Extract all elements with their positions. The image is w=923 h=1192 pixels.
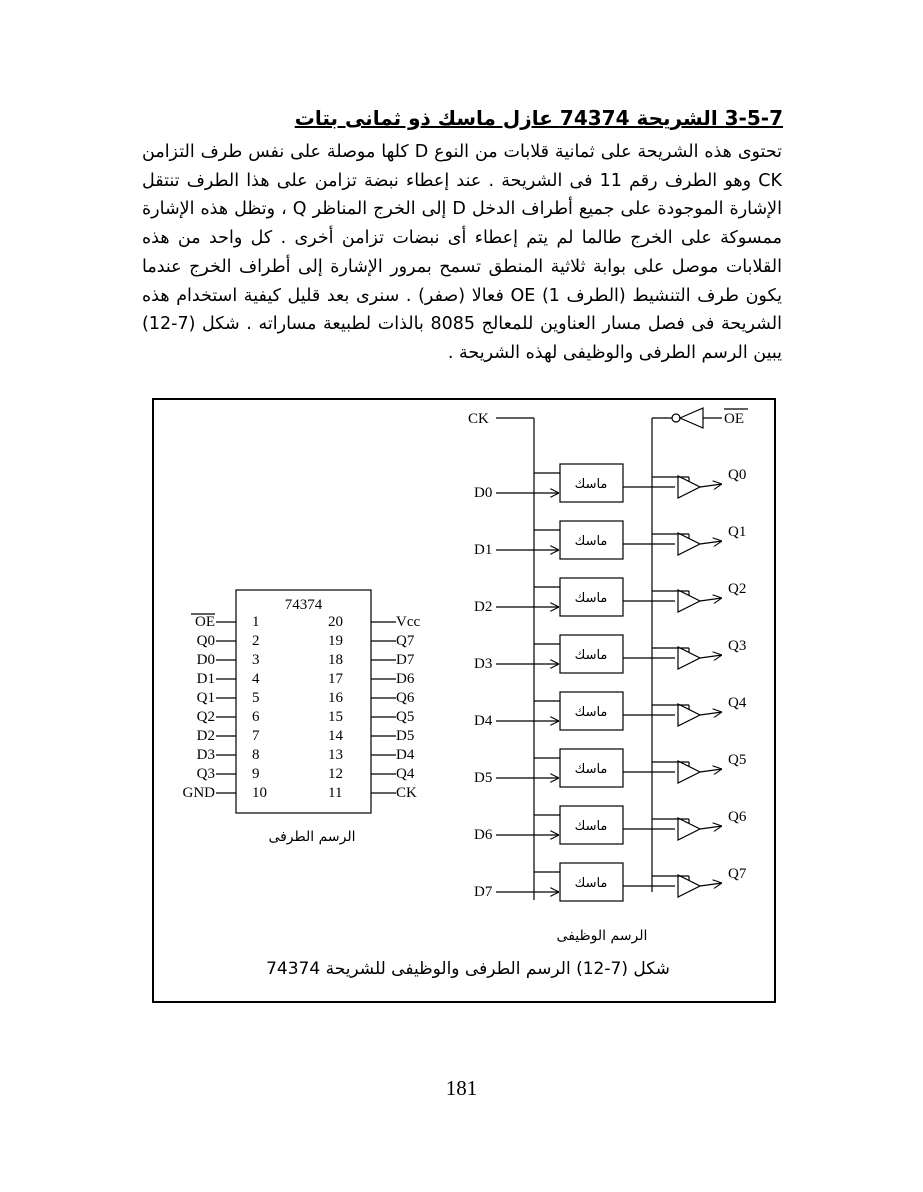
- output-arrow: [700, 769, 722, 772]
- output-arrow: [700, 712, 722, 715]
- output-arrow: [700, 883, 722, 886]
- output-label: Q0: [728, 467, 747, 483]
- functional-caption: الرسم الوظيفى: [556, 928, 648, 944]
- pin-number: 7: [252, 728, 260, 744]
- pin-label: CK: [396, 785, 417, 801]
- pin-label: D0: [196, 652, 215, 668]
- pin-number: 5: [252, 690, 260, 706]
- chip-name: 74374: [284, 597, 323, 613]
- pin-number: 16: [328, 690, 343, 706]
- section-heading: 3-5-7 الشريحة 74374 عازل ماسك ذو ثمانى بتات: [294, 106, 783, 130]
- oe-inverter: [680, 408, 703, 428]
- pin-label: D5: [396, 728, 415, 744]
- pin-label: Q7: [396, 633, 415, 649]
- latch-label: ماسك: [574, 876, 608, 891]
- pin-number: 20: [328, 614, 343, 630]
- pin-label: D7: [396, 652, 415, 668]
- data-input-label: D7: [474, 884, 493, 900]
- output-arrow: [700, 541, 722, 544]
- pin-label: Q5: [396, 709, 415, 725]
- pin-number: 17: [328, 671, 343, 687]
- data-input-label: D2: [474, 599, 493, 615]
- pinout-caption: الرسم الطرفى: [268, 829, 356, 845]
- pin-label: Q6: [396, 690, 415, 706]
- pin-number: 12: [328, 766, 343, 782]
- pin-number: 19: [328, 633, 343, 649]
- pin-number: 15: [328, 709, 343, 725]
- ck-label: CK: [468, 411, 489, 427]
- output-label: Q1: [728, 524, 747, 540]
- pin-number: 3: [252, 652, 260, 668]
- output-label: Q2: [728, 581, 747, 597]
- pin-number: 9: [252, 766, 260, 782]
- pinout-diagram: [183, 590, 421, 845]
- pin-label: D6: [396, 671, 415, 687]
- latch-label: ماسك: [574, 648, 608, 663]
- pin-label: D4: [396, 747, 415, 763]
- pin-number: 10: [252, 785, 267, 801]
- pin-number: 14: [328, 728, 343, 744]
- data-input-label: D5: [474, 770, 493, 786]
- latch-label: ماسك: [574, 591, 608, 606]
- output-label: Q6: [728, 809, 747, 825]
- output-arrow: [700, 826, 722, 829]
- functional-diagram: [468, 408, 748, 944]
- pin-number: 18: [328, 652, 343, 668]
- latch-label: ماسك: [574, 762, 608, 777]
- figure-caption: شكل (7-12) الرسم الطرفى والوظيفى للشريحة 74374: [266, 959, 670, 979]
- pin-label: Q3: [196, 766, 215, 782]
- pin-label: D2: [196, 728, 215, 744]
- latch-label: ماسك: [574, 819, 608, 834]
- pin-label: GND: [182, 785, 215, 801]
- latch-label: ماسك: [574, 477, 608, 492]
- body-paragraph: تحتوى هذه الشريحة على ثمانية قلابات من النوع D كلها موصلة على نفس طرف التزامن CK وهو الطرف رقم 11 فى الشريحة . عند إعطاء نبضة تزامن على هذا الطرف تنتقل الإشارة الموجودة على جميع أطراف الدخل D إلى الخرج المناظر Q ، وتظل هذه الإشارة ممسوكة على الخرج طالما لم يتم إعطاء أى نبضات تزامن أخرى . كل واحد من هذه القلابات موصل على بوابة ثلاثية المنطق تسمح بمرور الإشارة إلى أطراف الخرج عندما يكون طرف التنشيط (الطرف 1) OE فعالا (صفر) . سنرى بعد قليل كيفية استخدام هذه الشريحة فى فصل مسار العناوين للمعالج 8085 بالذات لطبيعة مساراته . شكل (7-12) يبين الرسم الطرفى والوظيفى لهذه الشريحة .: [142, 142, 783, 363]
- pin-label: Q2: [196, 709, 215, 725]
- data-input-label: D1: [474, 542, 493, 558]
- pin-number: 6: [252, 709, 260, 725]
- pin-label: D1: [196, 671, 215, 687]
- pin-label: Q4: [396, 766, 415, 782]
- pin-number: 4: [252, 671, 260, 687]
- latch-label: ماسك: [574, 534, 608, 549]
- latch-label: ماسك: [574, 705, 608, 720]
- pin-number: 2: [252, 633, 260, 649]
- output-label: Q5: [728, 752, 747, 768]
- output-arrow: [700, 484, 722, 487]
- output-label: Q4: [728, 695, 747, 711]
- output-arrow: [700, 655, 722, 658]
- page-number: 181: [445, 1076, 478, 1100]
- pin-label: D3: [196, 747, 215, 763]
- pin-number: 8: [252, 747, 260, 763]
- data-input-label: D3: [474, 656, 493, 672]
- pin-number: 1: [252, 614, 260, 630]
- pin-number: 11: [328, 785, 343, 801]
- data-input-label: D0: [474, 485, 493, 501]
- pin-label: Q1: [196, 690, 215, 706]
- output-label: Q7: [728, 866, 747, 882]
- pin-label: Q0: [196, 633, 215, 649]
- data-input-label: D4: [474, 713, 493, 729]
- pin-number: 13: [328, 747, 343, 763]
- pin-label: OE: [195, 614, 215, 630]
- pin-label: Vcc: [396, 614, 421, 630]
- output-label: Q3: [728, 638, 747, 654]
- oe-label: OE: [724, 411, 744, 427]
- data-input-label: D6: [474, 827, 493, 843]
- output-arrow: [700, 598, 722, 601]
